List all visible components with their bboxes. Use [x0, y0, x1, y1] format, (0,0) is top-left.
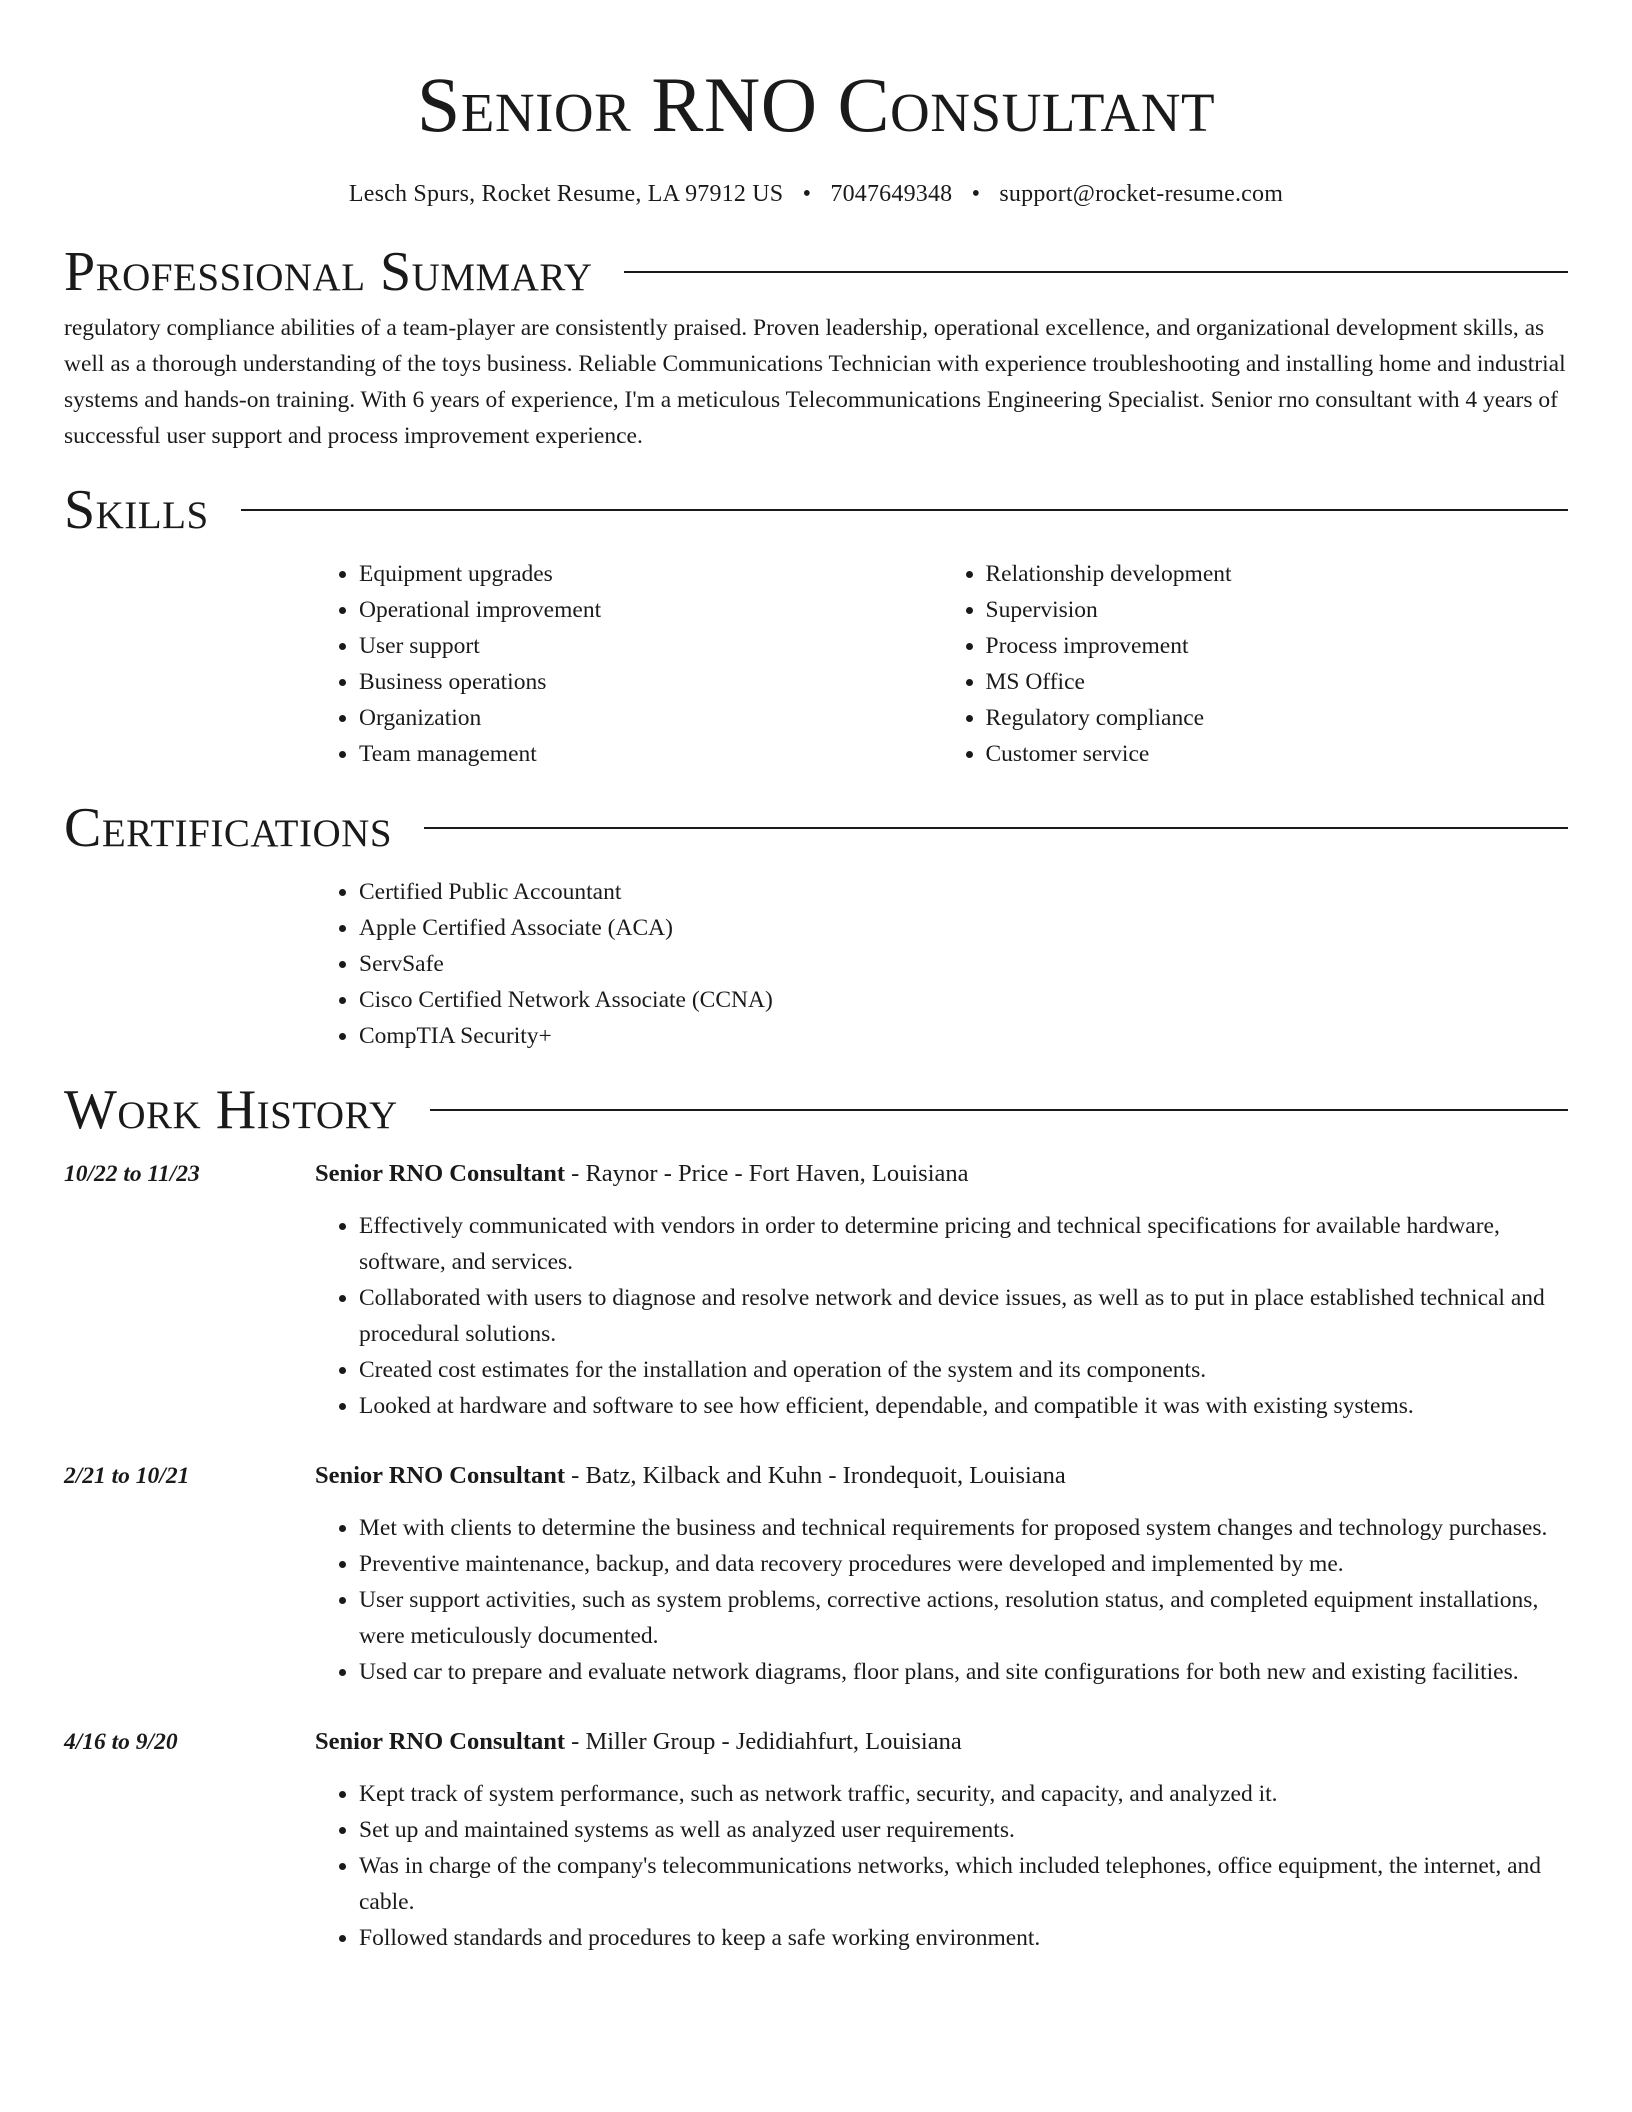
skills-list-right: [942, 556, 1569, 772]
section-rule: [424, 827, 1568, 829]
list-item: • Met with clients to determine the business and technical requirements for proposed system changes and technology purchases.: [359, 1510, 1568, 1546]
list-item: • Relationship development: [986, 556, 1569, 592]
job-title: Senior RNO Consultant: [315, 1462, 566, 1489]
list-item: • Collaborated with users to diagnose and resolve network and device issues, as well as to put in place established technical and procedural solutions.: [359, 1280, 1568, 1352]
job-bullets: [315, 1776, 1568, 1956]
section-rule: [430, 1109, 1568, 1111]
list-item: • Business operations: [359, 664, 942, 700]
skills-grid: [315, 556, 1568, 772]
list-item: • Created cost estimates for the installation and operation of the system and its components.: [359, 1352, 1568, 1388]
job-heading: [315, 1458, 1568, 1494]
list-item: • Preventive maintenance, backup, and data recovery procedures were developed and implemented by me.: [359, 1546, 1568, 1582]
list-item: • Operational improvement: [359, 592, 942, 628]
skills-header: [64, 480, 1568, 540]
list-item: • User support: [359, 628, 942, 664]
skills-section: [64, 480, 1568, 772]
list-item: • Supervision: [986, 592, 1569, 628]
section-rule: [624, 271, 1568, 273]
job-body: [315, 1156, 1568, 1424]
job-company: - Raynor - Price - Fort Haven, Louisiana: [565, 1160, 969, 1187]
list-item: • Kept track of system performance, such as network traffic, security, and capacity, and analyzed it.: [359, 1776, 1568, 1812]
contact-phone: 7047649348: [830, 181, 953, 207]
list-item: • Looked at hardware and software to see how efficient, dependable, and compatible it was with existing systems.: [359, 1388, 1568, 1424]
certifications-header: [64, 798, 1568, 858]
job-dates: 10/22 to 11/23: [64, 1161, 200, 1187]
work-history-header: [64, 1080, 1568, 1140]
job-body: [315, 1458, 1568, 1690]
summary-section: [64, 242, 1568, 454]
list-item: • Regulatory compliance: [986, 700, 1569, 736]
job-bullets: [315, 1208, 1568, 1424]
list-item: • Customer service: [986, 736, 1569, 772]
job-bullets: [315, 1510, 1568, 1690]
contact-separator: •: [802, 181, 812, 207]
job-dates: 2/21 to 10/21: [64, 1463, 190, 1489]
list-item: • Equipment upgrades: [359, 556, 942, 592]
certifications-list: [315, 874, 1568, 1054]
certifications-body: [315, 874, 1568, 1054]
list-item: • User support activities, such as system problems, corrective actions, resolution status, and completed equipment installations, were meticulously documented.: [359, 1582, 1568, 1654]
summary-header: [64, 242, 1568, 302]
list-item: • Organization: [359, 700, 942, 736]
list-item: • Apple Certified Associate (ACA): [359, 910, 1568, 946]
work-history-section: [64, 1080, 1568, 1956]
list-item: • Followed standards and procedures to keep a safe working environment.: [359, 1920, 1568, 1956]
job-company: - Batz, Kilback and Kuhn - Irondequoit, Louisiana: [565, 1462, 1066, 1489]
job-heading: [315, 1724, 1568, 1760]
jobs-list: [64, 1156, 1568, 1956]
contact-email: support@rocket-resume.com: [999, 181, 1284, 207]
list-item: • ServSafe: [359, 946, 1568, 982]
contact-address: Lesch Spurs, Rocket Resume, LA 97912 US: [348, 181, 784, 207]
list-item: • CompTIA Security+: [359, 1018, 1568, 1054]
job-heading: [315, 1156, 1568, 1192]
resume-name: Senior RNO Consultant: [416, 61, 1216, 148]
job-body: [315, 1724, 1568, 1956]
list-item: • Set up and maintained systems as well as analyzed user requirements.: [359, 1812, 1568, 1848]
list-item: • Process improvement: [986, 628, 1569, 664]
certifications-section: [64, 798, 1568, 1054]
list-item: • Used car to prepare and evaluate network diagrams, floor plans, and site configurations for both new and existing facilities.: [359, 1654, 1568, 1690]
list-item: • MS Office: [986, 664, 1569, 700]
section-rule: [241, 509, 1568, 511]
skills-list-left: [315, 556, 942, 772]
section-title-skills: Skills: [64, 479, 209, 541]
job-title: Senior RNO Consultant: [315, 1728, 566, 1755]
contact-line: [64, 181, 1568, 208]
section-title-summary: Professional Summary: [64, 241, 593, 303]
job-dates: 4/16 to 9/20: [64, 1729, 178, 1755]
list-item: • Team management: [359, 736, 942, 772]
list-item: • Effectively communicated with vendors in order to determine pricing and technical specifications for available hardware, software, and services.: [359, 1208, 1568, 1280]
job-company: - Miller Group - Jedidiahfurt, Louisiana: [565, 1728, 962, 1755]
list-item: • Cisco Certified Network Associate (CCNA): [359, 982, 1568, 1018]
section-title-certifications: Certifications: [64, 797, 393, 859]
contact-separator: •: [971, 181, 981, 207]
list-item: • Certified Public Accountant: [359, 874, 1568, 910]
summary-text: regulatory compliance abilities of a team-player are consistently praised. Proven leadership, operational excellence, and organizational development skills, as well as a thorough understanding of the toys business. Reliable Communications Technician with experience troubleshooting and installing home and industrial systems and hands-on training. With 6 years of experience, I'm a meticulous Telecommunications Engineering Specialist. Senior rno consultant with 4 years of successful user support and process improvement experience.: [64, 315, 1566, 449]
job-entry: [64, 1724, 1568, 1956]
list-item: • Was in charge of the company's telecommunications networks, which included telephones, office equipment, the internet, and cable.: [359, 1848, 1568, 1920]
job-entry: [64, 1156, 1568, 1424]
job-title: Senior RNO Consultant: [315, 1160, 566, 1187]
job-entry: [64, 1458, 1568, 1690]
section-title-work-history: Work History: [64, 1079, 398, 1141]
